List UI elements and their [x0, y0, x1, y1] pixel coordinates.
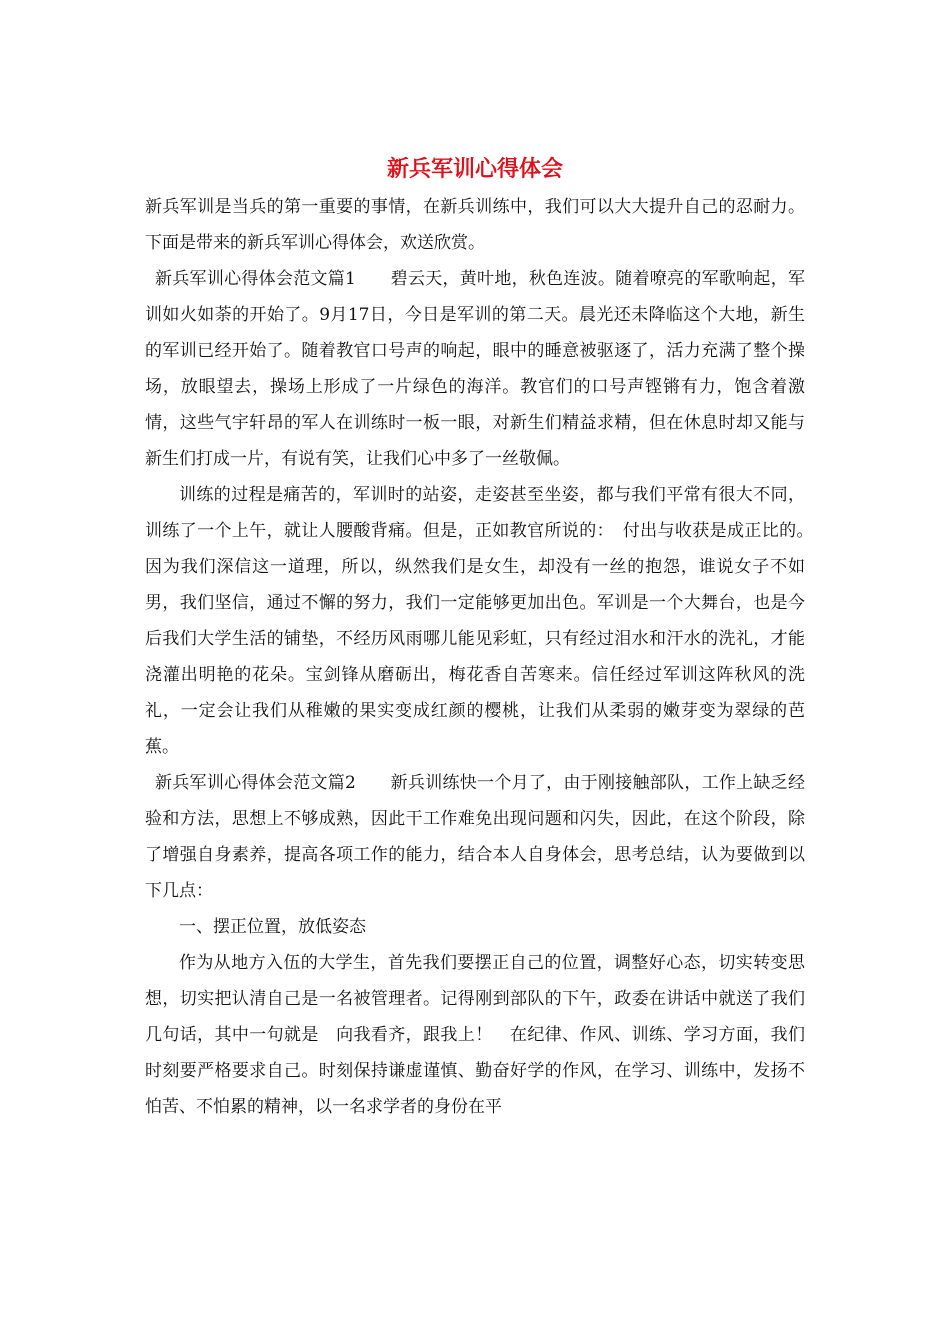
essay-1-paragraph-2: 训练的过程是痛苦的，军训时的站姿，走姿甚至坐姿，都与我们平常有很大不同，训练了一个上午，就让人腰酸背痛。但是，正如教官所说的： 付出与收获是成正比的。 因为我们深信这一道理，所以，纵然我们是女生，却没有一丝的抱怨，谁说女子不如男，我们坚信，通过不懈的努力，我们一定能够更加出色。军训是一个大舞台，也是今后我们大学生活的铺垫，不经历风雨哪儿能见彩虹，只有经过泪水和汗水的洗礼，才能浇灌出明艳的花朵。宝剑锋从磨砺出，梅花香自苦寒来。信任经过军训这阵秋风的洗礼，一定会让我们从稚嫩的果实变成红颜的樱桃，让我们从柔弱的嫩芽变为翠绿的芭蕉。 — [145, 485, 822, 757]
essay-2-paragraph-1: 新兵军训心得体会范文篇2 新兵训练快一个月了，由于刚接触部队，工作上缺乏经验和方法，思想上不够成熟，因此干工作难免出现问题和闪失，因此，在这个阶段，除了增强自身素养，提高各项工作的能力，结合本人自身体会，思考总结，认为要做到以下几点： — [145, 773, 805, 901]
intro-paragraph: 新兵军训是当兵的第一重要的事情，在新兵训练中，我们可以大大提升自己的忍耐力。下面是带来的新兵军训心得体会，欢送欣赏。 — [145, 197, 805, 253]
document-title: 新兵军训心得体会 — [386, 156, 563, 182]
essay-2-paragraph-2: 作为从地方入伍的大学生，首先我们要摆正自己的位置，调整好心态，切实转变思想，切实把认清自己是一名被管理者。记得刚到部队的下午，政委在讲话中就送了我们几句话，其中一句就是 向我看齐，跟我上！ 在纪律、作风、训练、学习方面，我们时刻要严格要求自己。时刻保持谦虚谨慎、勤奋好学的作风，在学习、训练中，发扬不怕苦、不怕累的精神，以一名求学者的身份在平 — [145, 953, 805, 1117]
document-page — [145, 150, 822, 1125]
essay-2-heading-1: 一、摆正位置，放低姿态 — [179, 917, 366, 937]
essay-1-paragraph-1: 新兵军训心得体会范文篇1 碧云天，黄叶地，秋色连波。随着嘹亮的军歌响起，军训如火如荼的开始了。9月17日，今日是军训的第二天。晨光还未降临这个大地，新生的军训已经开始了。随着教官口号声的响起，眼中的睡意被驱逐了，活力充满了整个操场，放眼望去，操场上形成了一片绿色的海洋。教官们的口号声铿锵有力，饱含着激情，这些气宇轩昂的军人在训练时一板一眼，对新生们精益求精，但在休息时却又能与新生们打成一片，有说有笑，让我们心中多了一丝敬佩。 — [145, 269, 805, 469]
